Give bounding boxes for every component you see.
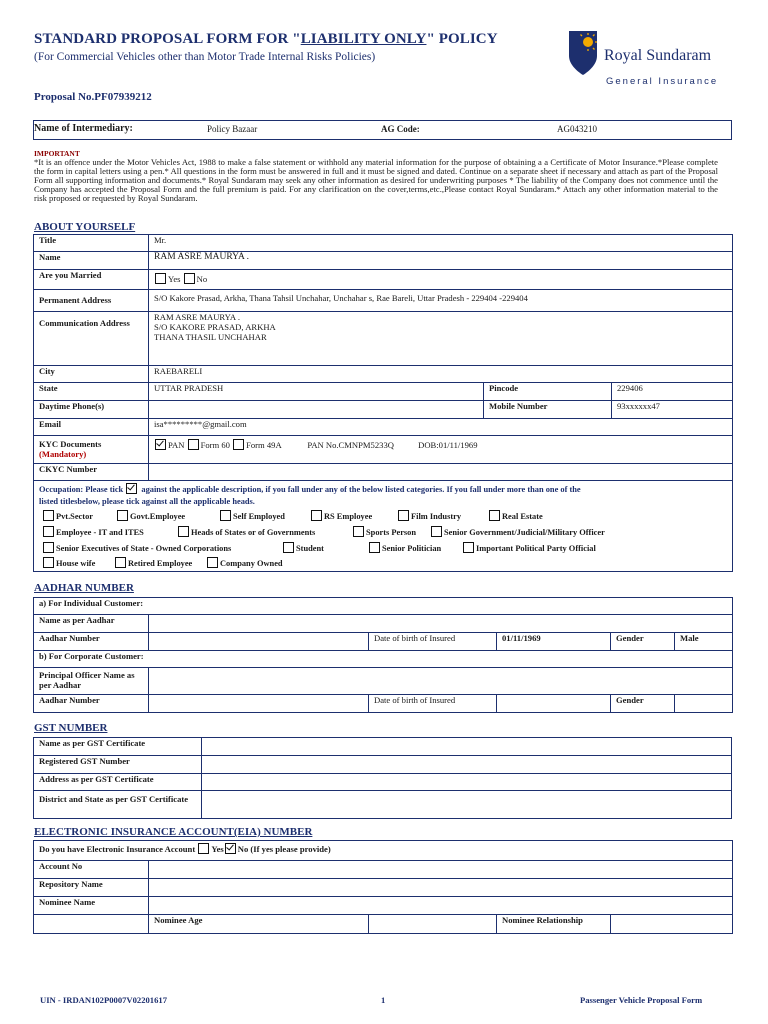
occ-real-estate-label: Real Estate	[502, 512, 543, 521]
occ-company-owned-label: Company Owned	[220, 559, 283, 568]
kyc-dob: DOB:01/11/1969	[418, 440, 478, 450]
eia-yes-label: Yes	[211, 844, 224, 854]
eia-repository-label: Repository Name	[34, 879, 149, 897]
kyc-form49a-checkbox[interactable]	[233, 439, 244, 450]
eia-question-label: Do you have Electronic Insurance Account	[39, 844, 196, 854]
logo-tagline: General Insurance	[606, 76, 719, 87]
important-notice	[34, 149, 718, 203]
occ-sports-person-label: Sports Person	[366, 528, 417, 537]
eia-table	[33, 840, 733, 934]
shield-logo-icon	[568, 30, 598, 76]
aadhar-table	[33, 597, 733, 713]
city-label: City	[34, 366, 149, 383]
married-label: Are you Married	[34, 270, 149, 290]
important-heading: IMPORTANT	[34, 149, 80, 158]
occ-film-industry-checkbox[interactable]	[398, 510, 409, 521]
aadhar-number-2-field[interactable]	[149, 695, 369, 713]
city-field[interactable]: RAEBARELI	[149, 366, 733, 383]
occ-heads-of-state-label: Heads of States or of Governments	[191, 528, 316, 537]
ag-code-label: AG Code:	[381, 124, 420, 134]
occupation-intro-2: listed titlesbelow, please tick against all the applicable heads.	[39, 497, 255, 506]
intermediary-label: Name of Intermediary:	[34, 123, 133, 134]
occ-self-employed-checkbox[interactable]	[220, 510, 231, 521]
footer-form-name: Passenger Vehicle Proposal Form	[580, 995, 703, 1005]
principal-officer-field[interactable]	[149, 668, 733, 695]
state-label: State	[34, 383, 149, 401]
important-text: *It is an offence under the Motor Vehicles Act, 1988 to make a false statement or withhold any material information for the purpose of obtaining a a Certificate of Motor Insurance.*Please complete the form in capital letters using a pen.* All questions in the form must be answered in full and it must be signed and dated. Continue on a separate sheet if necessary and attach as part of the Proposal Form all supporting information and documents.* Royal Sundaram may seek any other information as desired for underwriting purposes * The liability of the Company does not commence until the Company has accepted the Proposal Form and the full premium is paid. For any clarification on the cover,terms,etc.,Please contact Royal Sundaram.* Attach any other information material to the risk proposed or requested by Royal Sundaram.	[34, 157, 718, 203]
title-underlined-part: LIABILITY ONLY	[300, 31, 427, 47]
principal-officer-label: Principal Officer Name as per Aadhar	[34, 668, 149, 695]
eia-question-row	[34, 841, 733, 861]
eia-no-label: No (If yes please provide)	[237, 844, 331, 854]
ckyc-label: CKYC Number	[34, 464, 149, 481]
email-label: Email	[34, 419, 149, 436]
about-table	[33, 234, 733, 572]
aadhar-dob-2-label: Date of birth of Insured	[369, 695, 497, 713]
eia-nominee-field[interactable]	[149, 897, 733, 915]
occ-film-industry-label: Film Industry	[411, 512, 462, 521]
communication-address-field[interactable]	[149, 312, 733, 366]
comm-line-3: THANA THASIL UNCHAHAR	[154, 332, 267, 342]
occupation-intro: Occupation: Please tick against the applicable description, if you fall under any of the below listed categories. If you fall under more than one of the	[39, 485, 581, 494]
occ-heads-of-state-checkbox[interactable]	[178, 526, 189, 537]
form-title: STANDARD PROPOSAL FORM FOR "LIABILITY ONLY" POLICY	[34, 31, 498, 47]
aadhar-gender-2-label: Gender	[611, 695, 675, 713]
gst-registered-field[interactable]	[202, 756, 732, 774]
mobile-field[interactable]: 93xxxxxx47	[612, 401, 733, 419]
occ-sports-person-checkbox[interactable]	[353, 526, 364, 537]
occ-pvt-sector-checkbox[interactable]	[43, 510, 54, 521]
daytime-phone-field[interactable]	[149, 401, 484, 419]
occ-pvt-sector-label: Pvt.Sector	[56, 512, 93, 521]
kyc-pan-label: PAN	[168, 440, 185, 450]
aadhar-individual-heading: a) For Individual Customer:	[34, 598, 733, 615]
occ-senior-exec-checkbox[interactable]	[43, 542, 54, 553]
eia-blank-cell	[34, 915, 149, 934]
occ-senior-politician-label: Senior Politician	[382, 544, 442, 553]
permanent-address-field[interactable]: S/O Kakore Prasad, Arkha, Thana Tahsil Unchahar, Unchahar s, Rae Bareli, Uttar Pradesh - 229404 -229404	[149, 290, 733, 312]
occ-senior-govt-label: Senior Government/Judicial/Military Officer	[444, 528, 605, 537]
occ-govt-employee-label: Govt.Employee	[130, 512, 186, 521]
occ-retired-checkbox[interactable]	[115, 557, 126, 568]
intermediary-box	[33, 120, 732, 140]
section-gst-number: GST NUMBER	[34, 722, 108, 734]
title-field[interactable]: Mr.	[149, 235, 733, 252]
name-label: Name	[34, 252, 149, 270]
communication-address-label: Communication Address	[34, 312, 149, 366]
occ-real-estate-checkbox[interactable]	[489, 510, 500, 521]
name-field[interactable]: RAM ASRE MAURYA .	[149, 252, 733, 270]
occ-senior-govt-checkbox[interactable]	[431, 526, 442, 537]
aadhar-number-2-label: Aadhar Number	[34, 695, 149, 713]
occupation-example-checkbox	[126, 483, 137, 494]
kyc-form49a-label: Form 49A	[246, 440, 282, 450]
married-no-label: No	[196, 274, 208, 284]
pincode-label: Pincode	[484, 383, 612, 401]
intermediary-value: Policy Bazaar	[207, 124, 258, 134]
eia-nominee-relationship-field[interactable]	[611, 915, 733, 934]
aadhar-gender-field[interactable]: Male	[675, 633, 733, 651]
occ-it-ites-label: Employee - IT and ITES	[56, 528, 144, 537]
email-field[interactable]: isa*********@gmail.com	[149, 419, 733, 436]
mobile-label: Mobile Number	[484, 401, 612, 419]
section-eia-number: ELECTRONIC INSURANCE ACCOUNT(EIA) NUMBER	[34, 826, 313, 838]
aadhar-number-field[interactable]	[149, 633, 369, 651]
married-no-checkbox[interactable]	[184, 273, 195, 284]
pincode-field[interactable]: 229406	[612, 383, 733, 401]
eia-nominee-label: Nominee Name	[34, 897, 149, 915]
gst-address-label: Address as per GST Certificate	[34, 774, 202, 791]
title-label: Title	[34, 235, 149, 252]
gst-district-field[interactable]	[202, 791, 732, 819]
aadhar-gender-label: Gender	[611, 633, 675, 651]
occ-house-wife-label: House wife	[56, 559, 96, 568]
occ-rs-employee-checkbox[interactable]	[311, 510, 322, 521]
eia-nominee-age-label: Nominee Age	[149, 915, 369, 934]
kyc-pan-checkbox[interactable]	[155, 439, 166, 450]
comm-line-2: S/O KAKORE PRASAD, ARKHA	[154, 322, 276, 332]
occ-party-official-checkbox[interactable]	[463, 542, 474, 553]
occ-student-checkbox[interactable]	[283, 542, 294, 553]
section-aadhar-number: AADHAR NUMBER	[34, 582, 134, 594]
eia-nominee-relationship-label: Nominee Relationship	[497, 915, 611, 934]
kyc-form60-label: Form 60	[200, 440, 230, 450]
married-yes-label: Yes	[168, 274, 181, 284]
kyc-label: KYC Documents	[39, 439, 102, 449]
gst-address-field[interactable]	[202, 774, 732, 791]
aadhar-name-field[interactable]	[149, 615, 733, 633]
occ-company-owned-checkbox[interactable]	[207, 557, 218, 568]
occ-student-label: Student	[296, 544, 324, 553]
aadhar-number-label: Aadhar Number	[34, 633, 149, 651]
married-yes-checkbox[interactable]	[155, 273, 166, 284]
eia-account-label: Account No	[34, 861, 149, 879]
aadhar-dob-2-field[interactable]	[497, 695, 611, 713]
form-subtitle: (For Commercial Vehicles other than Motor Trade Internal Risks Policies)	[34, 51, 376, 63]
kyc-form60-checkbox[interactable]	[188, 439, 199, 450]
ag-code-value: AG043210	[557, 124, 597, 134]
occupation-block	[34, 481, 733, 572]
kyc-pan-number: PAN No.CMNPM5233Q	[307, 440, 394, 450]
eia-nominee-age-field[interactable]	[369, 915, 497, 934]
comm-line-1: RAM ASRE MAURYA .	[154, 312, 240, 322]
aadhar-corporate-heading: b) For Corporate Customer:	[34, 651, 733, 668]
aadhar-gender-2-field[interactable]	[675, 695, 733, 713]
occ-senior-politician-checkbox[interactable]	[369, 542, 380, 553]
ckyc-field[interactable]	[149, 464, 733, 481]
footer-uin: UIN - IRDAN102P0007V02201617	[40, 995, 167, 1005]
proposal-number: Proposal No.PF07939212	[34, 91, 152, 103]
occ-party-official-label: Important Political Party Official	[476, 544, 596, 553]
aadhar-dob-field[interactable]: 01/11/1969	[497, 633, 611, 651]
state-field[interactable]: UTTAR PRADESH	[149, 383, 484, 401]
gst-table	[33, 737, 732, 819]
gst-name-label: Name as per GST Certificate	[34, 738, 202, 756]
eia-yes-checkbox[interactable]	[198, 843, 209, 854]
footer-page-number: 1	[381, 995, 386, 1005]
eia-repository-field[interactable]	[149, 879, 733, 897]
occ-it-ites-checkbox[interactable]	[43, 526, 54, 537]
occ-govt-employee-checkbox[interactable]	[117, 510, 128, 521]
daytime-phone-label: Daytime Phone(s)	[34, 401, 149, 419]
permanent-address-label: Permanent Address	[34, 290, 149, 312]
occ-self-employed-label: Self Employed	[233, 512, 285, 521]
occ-retired-label: Retired Employee	[128, 559, 193, 568]
aadhar-name-label: Name as per Aadhar	[34, 615, 149, 633]
kyc-mandatory: (Mandatory)	[39, 449, 87, 459]
gst-registered-label: Registered GST Number	[34, 756, 202, 774]
occ-house-wife-checkbox[interactable]	[43, 557, 54, 568]
occ-senior-exec-label: Senior Executives of State - Owned Corporations	[56, 544, 232, 553]
royal-sundaram-logo	[566, 30, 736, 92]
eia-no-checkbox[interactable]	[225, 843, 236, 854]
gst-name-field[interactable]	[202, 738, 732, 756]
eia-account-field[interactable]	[149, 861, 733, 879]
kyc-documents-field	[149, 436, 733, 464]
aadhar-dob-label: Date of birth of Insured	[369, 633, 497, 651]
logo-brand-text: Royal Sundaram	[604, 47, 712, 64]
gst-district-label: District and State as per GST Certificate	[34, 791, 202, 819]
section-about-yourself: ABOUT YOURSELF	[34, 221, 136, 233]
occ-rs-employee-label: RS Employee	[324, 512, 373, 521]
